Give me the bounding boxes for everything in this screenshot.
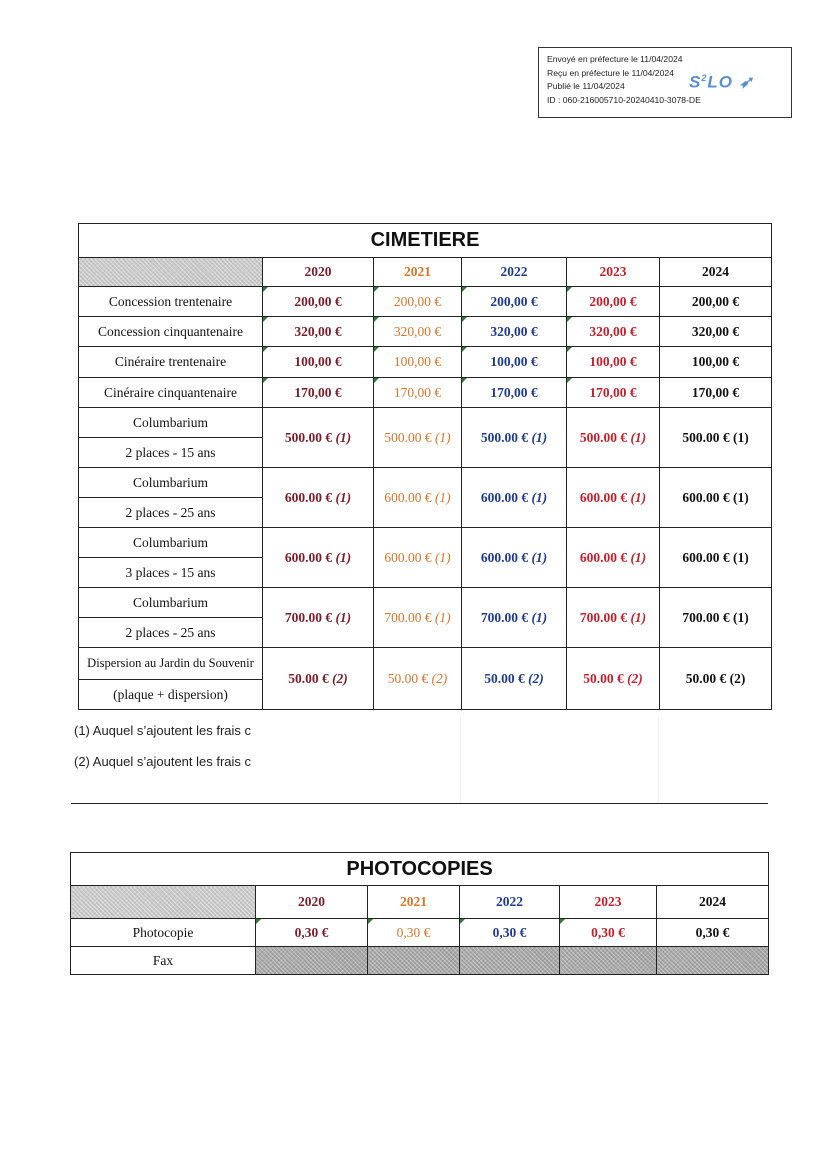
row-label: Cinéraire trentenaire [79,347,263,378]
year-2023: 2023 [560,886,657,919]
row-label: Concession cinquantenaire [79,317,263,347]
row-label-bottom: 3 places - 15 ans [79,558,263,588]
cimetiere-table [78,223,772,710]
price-cell: 170,00 € [263,378,374,408]
year-2020: 2020 [256,886,368,919]
photocopies-title: PHOTOCOPIES [71,853,769,886]
price-cell: 100,00 € [462,347,567,378]
price-cell: 700.00 € (1) [374,588,462,648]
footnote-1: (1) Auquel s’ajoutent les frais c [74,723,252,738]
cimetiere-title: CIMETIERE [79,224,772,258]
table-row [71,919,769,947]
price-cell: 600.00 € (1) [660,468,772,528]
row-label-bottom: 2 places - 15 ans [79,438,263,468]
year-2024: 2024 [660,258,772,287]
row-label-bottom: 2 places - 25 ans [79,618,263,648]
price-cell: 50.00 € (2) [462,648,567,710]
s2lo-logo: $S^2LO$ ➶ [689,72,754,92]
year-2021: 2021 [374,258,462,287]
price-cell: 320,00 € [567,317,660,347]
table-row [79,648,772,680]
price-cell: 500.00 € (1) [567,408,660,468]
table-row [79,468,772,498]
photocopies-table [70,852,769,975]
price-cell: 200,00 € [263,287,374,317]
row-label-top: Dispersion au Jardin du Souvenir [79,648,263,680]
row-label: Concession trentenaire [79,287,263,317]
price-cell: 600.00 € (1) [567,528,660,588]
stamp-id-line: ID : 060-216005710-20240410-3078-DE [547,94,701,105]
price-cell: 700.00 € (1) [567,588,660,648]
table-row [79,588,772,618]
table-row [79,287,772,317]
row-label-bottom: 2 places - 25 ans [79,498,263,528]
header-corner [71,886,256,919]
stamp-received-line: Reçu en préfecture le 11/04/2024 [547,67,674,78]
price-cell: 700.00 € (1) [660,588,772,648]
price-cell: 200,00 € [567,287,660,317]
year-2023: 2023 [567,258,660,287]
price-cell: 0,30 € [256,919,368,947]
price-cell: 200,00 € [660,287,772,317]
price-cell: 170,00 € [462,378,567,408]
price-cell: 100,00 € [567,347,660,378]
table-row [79,408,772,438]
price-cell: 500.00 € (1) [374,408,462,468]
price-cell: 0,30 € [657,919,769,947]
price-cell: 200,00 € [462,287,567,317]
table-row [79,378,772,408]
price-cell: 320,00 € [462,317,567,347]
price-cell: 600.00 € (1) [660,528,772,588]
price-cell: 600.00 € (1) [263,468,374,528]
year-2021: 2021 [368,886,460,919]
price-cell: 600.00 € (1) [462,528,567,588]
price-cell: 0,30 € [368,919,460,947]
price-cell: 600.00 € (1) [462,468,567,528]
price-cell: 600.00 € (1) [263,528,374,588]
cimetiere-header-row [79,258,772,287]
section-divider [71,803,768,804]
price-cell: 170,00 € [374,378,462,408]
table-row [71,947,769,975]
year-2022: 2022 [462,258,567,287]
price-cell: 320,00 € [263,317,374,347]
table-row [79,347,772,378]
row-label-top: Columbarium [79,408,263,438]
row-label-top: Columbarium [79,528,263,558]
price-cell: 100,00 € [263,347,374,378]
footnotes [74,720,251,782]
empty-cell [657,947,769,975]
year-2022: 2022 [460,886,560,919]
price-cell: 50.00 € (2) [660,648,772,710]
stamp-sent-line: Envoyé en préfecture le 11/04/2024 [547,54,683,64]
prefecture-stamp [538,47,792,118]
price-cell: 500.00 € (1) [263,408,374,468]
row-label: Cinéraire cinquantenaire [79,378,263,408]
empty-cell [256,947,368,975]
price-cell: 50.00 € (2) [374,648,462,710]
year-2024: 2024 [657,886,769,919]
price-cell: 200,00 € [374,287,462,317]
price-cell: 700.00 € (1) [462,588,567,648]
price-cell: 320,00 € [374,317,462,347]
price-cell: 0,30 € [460,919,560,947]
price-cell: 0,30 € [560,919,657,947]
table-row [79,317,772,347]
faint-line [460,717,461,802]
footnote-2: (2) Auquel s’ajoutent les frais c [74,754,252,769]
row-label: Photocopie [71,919,256,947]
table-row [79,528,772,558]
row-label-top: Columbarium [79,468,263,498]
price-cell: 170,00 € [660,378,772,408]
price-cell: 500.00 € (1) [660,408,772,468]
row-label-bottom: (plaque + dispersion) [79,680,263,710]
price-cell: 600.00 € (1) [567,468,660,528]
empty-cell [560,947,657,975]
price-cell: 170,00 € [567,378,660,408]
year-2020: 2020 [263,258,374,287]
price-cell: 700.00 € (1) [263,588,374,648]
faint-line [658,717,659,802]
stamp-published-line: Publié le 11/04/2024 [547,81,625,92]
price-cell: 50.00 € (2) [263,648,374,710]
photocopies-header-row [71,886,769,919]
empty-cell [368,947,460,975]
price-cell: 600.00 € (1) [374,468,462,528]
price-cell: 320,00 € [660,317,772,347]
row-label-top: Columbarium [79,588,263,618]
row-label: Fax [71,947,256,975]
empty-cell [460,947,560,975]
price-cell: 50.00 € (2) [567,648,660,710]
header-corner [79,258,263,287]
price-cell: 500.00 € (1) [462,408,567,468]
price-cell: 600.00 € (1) [374,528,462,588]
price-cell: 100,00 € [660,347,772,378]
price-cell: 100,00 € [374,347,462,378]
